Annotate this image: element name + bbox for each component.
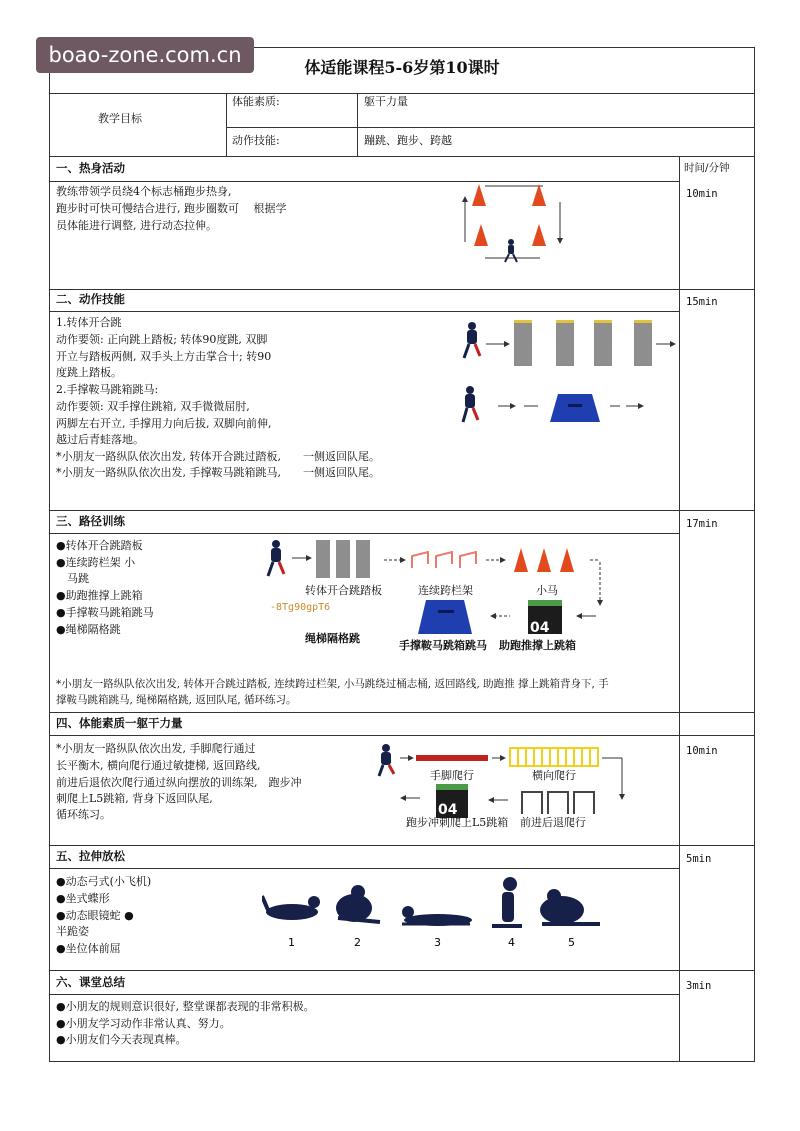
core-title: 四、体能素质一躯干力量 <box>56 716 183 730</box>
stretch-pose-icon <box>262 896 320 920</box>
warmup-line-3: 员体能进行调整, 进行动态拉伸。 <box>56 219 217 232</box>
skill-line-2: 动作要领: 正向跳上踏板; 转体90度跳, 双脚 <box>56 333 268 346</box>
goal-label: 教学目标 <box>98 112 142 125</box>
skill-line-1: 1.转体开合跳 <box>56 316 122 329</box>
agility-ladder-icon <box>510 748 598 766</box>
box-number: 04 <box>438 802 458 818</box>
vault-box-icon <box>418 600 472 634</box>
runner-icon <box>505 239 517 262</box>
path-label-1: 转体开合跳踏板 <box>305 584 382 597</box>
runner-icon <box>379 744 394 776</box>
step-board-icon <box>316 540 370 578</box>
cone-icon <box>532 184 546 206</box>
skill-line-4: 度跳上踏板。 <box>56 366 122 379</box>
warmup-title: 一、热身活动 <box>56 161 125 175</box>
path-item-6: ●绳梯隔格跳 <box>56 623 121 636</box>
core-line-3: 前进后退依次爬行通过纵向摆放的训练架, 跑步冲 <box>56 776 302 789</box>
warmup-line-2: 跑步时可快可慢结合进行, 跑步圈数可 根据学 <box>56 202 287 215</box>
cone-icon <box>537 548 551 572</box>
skill-line-5: 2.手撑鞍马跳箱跳马: <box>56 383 159 396</box>
warmup-time: 10min <box>686 188 718 200</box>
stretch-pose-icon <box>336 885 380 922</box>
skill-line-3: 开立与踏板两侧, 双手头上方击掌合十; 转90 <box>56 350 272 363</box>
core-diagram <box>376 740 632 824</box>
runner-icon <box>464 322 480 358</box>
path-item-3: 马跳 <box>56 572 89 585</box>
warmup-line-1: 教练带领学员绕4个标志桶跑步热身, <box>56 185 232 198</box>
core-label-1: 手脚爬行 <box>430 769 474 782</box>
path-label-3: 小马 <box>536 584 558 597</box>
watermark: boao-zone.com.cn <box>36 37 254 73</box>
summary-time: 3min <box>686 980 712 992</box>
path-label-4: 绳梯隔格跳 <box>305 632 360 645</box>
path-title: 三、路径训练 <box>56 514 125 528</box>
path-label-6: 助跑推撑上跳箱 <box>499 639 576 652</box>
skill-line-8: 越过后青蛙落地。 <box>56 433 144 446</box>
pose-number: 2 <box>354 936 361 949</box>
path-note-2: 撑鞍马跳箱跳马, 绳梯隔格跳, 返回队尾, 循环练习。 <box>56 694 297 706</box>
skill-line-9: *小朋友一路纵队依次出发, 转体开合跳过踏板, 一侧返回队尾。 <box>56 450 380 463</box>
stretch-time: 5min <box>686 853 712 865</box>
pose-number: 4 <box>508 936 515 949</box>
stretch-pose-icon <box>540 889 600 924</box>
runner-icon <box>268 540 284 576</box>
core-line-4: 刺爬上L5跳箱, 背身下返回队尾, <box>56 792 213 805</box>
cone-icon <box>532 224 546 246</box>
hurdle-icon <box>412 552 476 568</box>
summary-item-3: ●小朋友们今天表现真棒。 <box>56 1033 187 1046</box>
goal-row1-label: 体能素质: <box>232 95 280 108</box>
goal-row2-label: 动作技能: <box>232 134 280 147</box>
skill-line-6: 动作要领: 双手撑住跳箱, 双手微微屈肘, <box>56 400 250 413</box>
core-line-5: 循环练习。 <box>56 808 111 821</box>
path-code: -8Tg90gpT6 <box>270 602 331 613</box>
core-label-2: 横向爬行 <box>532 769 576 782</box>
summary-item-1: ●小朋友的规则意识很好, 整堂课都表现的非常积极。 <box>56 1000 315 1013</box>
training-frame-icon <box>522 792 594 814</box>
stretch-item-1: ●动态弓式(小飞机) <box>56 875 152 888</box>
warmup-cones-diagram <box>455 182 575 266</box>
stretch-pose-icon <box>402 906 472 926</box>
stretch-item-2: ●坐式蝶形 <box>56 892 110 905</box>
pose-number: 5 <box>568 936 575 949</box>
skill-line-7: 两脚左右开立, 手撑用力向后拔, 双脚向前伸, <box>56 417 272 430</box>
cone-icon <box>560 548 574 572</box>
pose-number: 1 <box>288 936 295 949</box>
stretch-pose-icon <box>492 877 522 926</box>
path-item-1: ●转体开合跳踏板 <box>56 539 143 552</box>
skill-title: 二、动作技能 <box>56 292 125 306</box>
runner-icon <box>463 386 478 422</box>
goal-row2-value: 蹦跳、跑步、跨越 <box>364 134 452 147</box>
skill-line-10: *小朋友一路纵队依次出发, 手撑鞍马跳箱跳马, 一侧返回队尾。 <box>56 466 380 479</box>
skill-diagram <box>458 318 680 430</box>
pose-number: 3 <box>434 936 441 949</box>
goal-row1-value: 躯干力量 <box>364 95 408 108</box>
skill-time: 15min <box>686 296 718 308</box>
core-line-2: 长平衡木, 横向爬行通过敏捷梯, 返回路线, <box>56 759 261 772</box>
stretch-title: 五、拉伸放松 <box>56 849 125 863</box>
path-item-4: ●助跑推撑上跳箱 <box>56 589 143 602</box>
summary-item-2: ●小朋友学习动作非常认真、努力。 <box>56 1017 231 1030</box>
balance-beam-icon <box>416 755 488 761</box>
step-board-icon <box>514 320 652 366</box>
path-label-5: 手撑鞍马跳箱跳马 <box>399 639 487 652</box>
stretch-item-4: 半跪姿 <box>56 925 89 938</box>
path-label-2: 连续跨栏架 <box>418 584 473 597</box>
core-label-3: 跑步冲刺爬上L5跳箱 <box>406 816 509 829</box>
cone-icon <box>472 184 486 206</box>
cone-icon <box>514 548 528 572</box>
time-header: 时间/分钟 <box>684 162 730 174</box>
path-item-5: ●手撑鞍马跳箱跳马 <box>56 606 154 619</box>
summary-title: 六、课堂总结 <box>56 975 125 989</box>
path-time: 17min <box>686 518 718 530</box>
core-label-4: 前进后退爬行 <box>520 816 586 829</box>
core-time: 10min <box>686 745 718 757</box>
cone-icon <box>474 224 488 246</box>
stretch-poses-diagram <box>262 874 606 960</box>
stretch-item-5: ●坐位体前屈 <box>56 942 121 955</box>
path-item-2: ●连续跨栏架 小 <box>56 556 136 569</box>
page-title: 体适能课程5-6岁第10课时 <box>304 58 500 77</box>
box-number: 04 <box>530 620 550 636</box>
core-line-1: *小朋友一路纵队依次出发, 手脚爬行通过 <box>56 742 256 755</box>
stretch-item-3: ●动态眼镜蛇 ● <box>56 909 134 922</box>
vault-box-icon <box>550 394 600 422</box>
path-note-1: *小朋友一路纵队依次出发, 转体开合跳过踏板, 连续跨过栏架, 小马跳绕过桶志桶, 返回路线, 助跑推 撑上跳箱背身下, 手 <box>56 678 609 690</box>
